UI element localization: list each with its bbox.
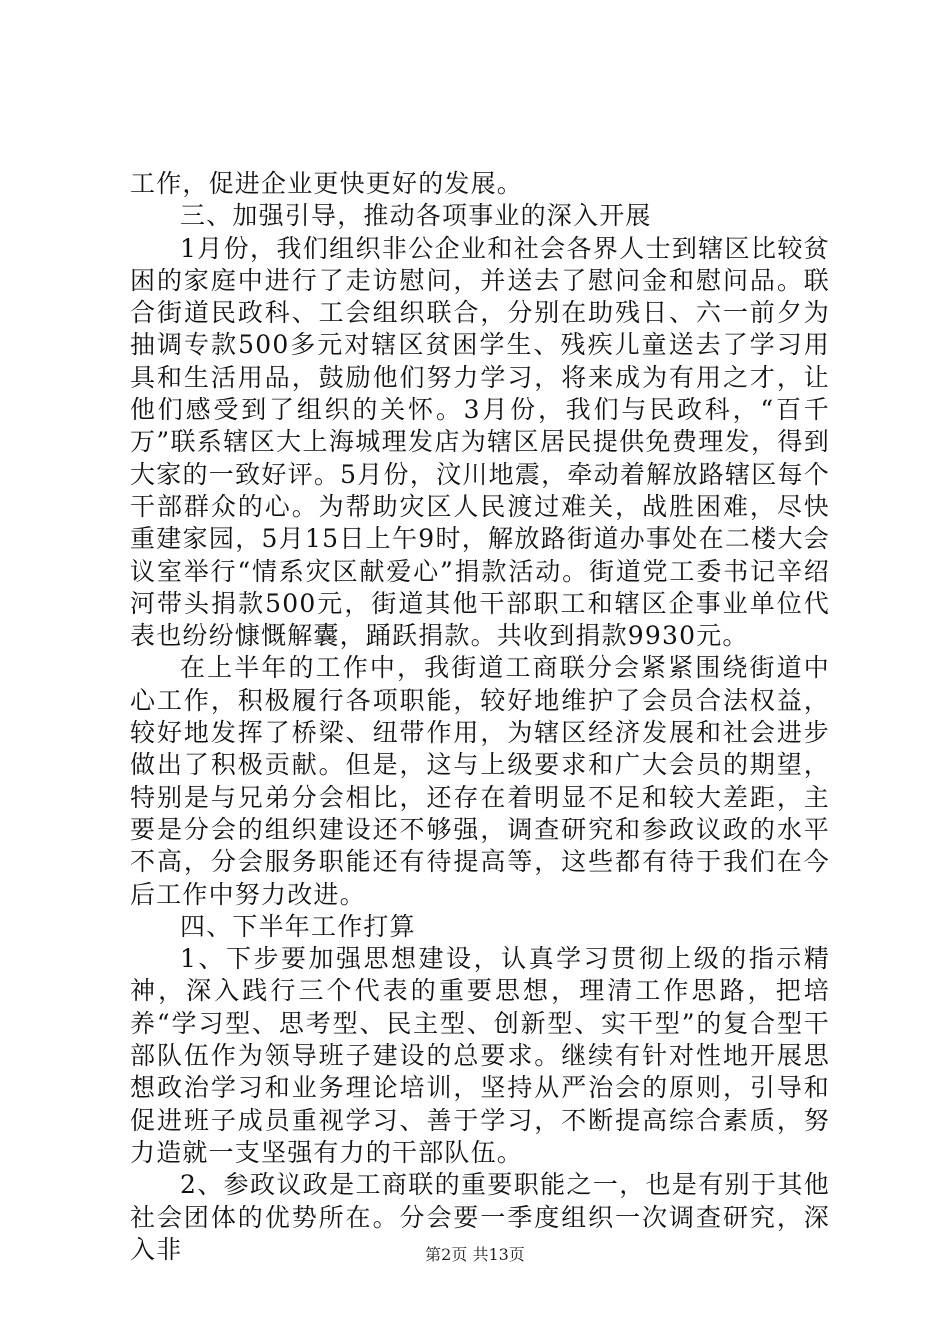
section-heading-3: 三、加强引导，推动各项事业的深入开展	[180, 201, 652, 231]
paragraph-charity-activities: 1月份，我们组织非公企业和社会各界人士到辖区比较贫困的家庭中进行了走访慰问，并送去了慰问金和慰问品。联合街道民政科、工会组织联合，分别在助残日、六一前夕为抽调专款500多元对辖区贫困学生、残疾儿童送去了学习用具和生活用品，鼓励他们努力学习，将来成为有用之才，让他们感受到了组织的关怀。3月份，我们与民政科，“百千万”联系辖区大上海城理发店为辖区居民提供免费理发，得到大家的一致好评。5月份，汶川地震，牵动着解放路辖区每个干部群众的心。为帮助灾区人民渡过难关，战胜困难，尽快重建家园，5月15日上午9时，解放路街道办事处在二楼大会议室举行“情系灾区献爱心”捐款活动。街道党工委书记辛绍河带头捐款500元，街道其他干部职工和辖区企事业单位代表也纷纷慷慨解囊，踊跃捐款。共收到捐款9930元。	[130, 233, 830, 651]
paragraph-plan-item-1: 1、下步要加强思想建设，认真学习贯彻上级的指示精神，深入践行三个代表的重要思想，理清工作思路，把培养“学习型、思考型、民主型、创新型、实干型”的复合型干部队伍作为领导班子建设的总要求。继续有针对性地开展思想政治学习和业务理论培训，坚持从严治会的原则，引导和促进班子成员重视学习、善于学习，不断提高综合素质，努力造就一支坚强有力的干部队伍。	[130, 944, 830, 1167]
paragraph-half-year-summary: 在上半年的工作中，我街道工商联分会紧紧围绕街道中心工作，积极履行各项职能，较好地维护了会员合法权益，较好地发挥了桥梁、纽带作用，为辖区经济发展和社会进步做出了积极贡献。但是，这与上级要求和广大会员的期望，特别是与兄弟分会相比，还存在着明显不足和较大差距，主要是分会的组织建设还不够强，调查研究和参政议政的水平不高，分会服务职能还有待提高等，这些都有待于我们在今后工作中努力改进。	[130, 653, 830, 909]
section-heading-4: 四、下半年工作打算	[180, 911, 416, 941]
paragraph-continuation: 工作，促进企业更快更好的发展。	[130, 169, 524, 198]
paragraph-plan-item-2: 2、参政议政是工商联的重要职能之一，也是有别于其他社会团体的优势所在。分会要一季度组织一次调查研究，深入非	[130, 1170, 830, 1264]
page-number-footer: 第2页 共13页	[425, 1245, 525, 1264]
document-body	[130, 168, 830, 1266]
